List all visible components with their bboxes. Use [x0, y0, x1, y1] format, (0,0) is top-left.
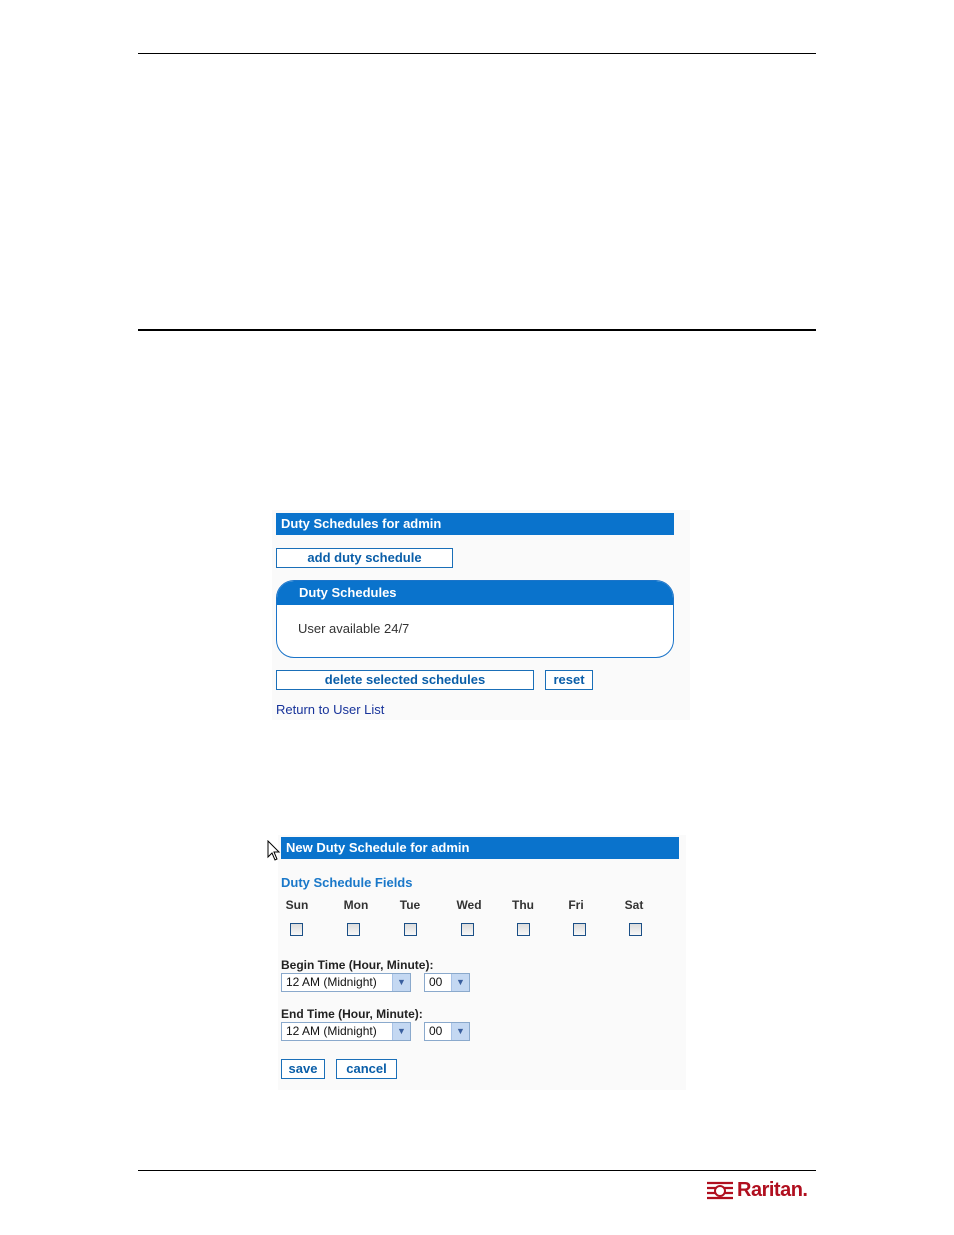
raritan-logo [706, 1179, 807, 1202]
footer-rule [138, 1170, 816, 1171]
new-duty-schedule-screenshot [278, 835, 686, 1090]
schedule-entry-text: User available 24/7 [298, 621, 410, 636]
reset-button[interactable]: reset [545, 670, 593, 690]
duty-schedules-title-bar: Duty Schedules for admin [276, 513, 674, 535]
thu-checkbox[interactable] [517, 923, 530, 936]
chevron-down-icon: ▼ [392, 974, 410, 991]
add-duty-schedule-button[interactable]: add duty schedule [276, 548, 453, 568]
wed-checkbox[interactable] [461, 923, 474, 936]
day-label-thu: Thu [512, 898, 534, 912]
chevron-down-icon: ▼ [392, 1023, 410, 1040]
day-label-tue: Tue [399, 898, 421, 912]
end-hour-value: 12 AM (Midnight) [286, 1024, 377, 1038]
section-rule [138, 329, 816, 331]
sun-checkbox[interactable] [290, 923, 303, 936]
duty-schedules-group [276, 580, 674, 658]
sat-checkbox[interactable] [629, 923, 642, 936]
day-label-wed: Wed [456, 898, 482, 912]
raritan-logo-text: Raritan. [737, 1179, 808, 1201]
chevron-down-icon: ▼ [451, 1023, 469, 1040]
end-hour-select[interactable] [281, 1022, 411, 1041]
day-label-fri: Fri [568, 898, 584, 912]
delete-selected-schedules-button[interactable]: delete selected schedules [276, 670, 534, 690]
mon-checkbox[interactable] [347, 923, 360, 936]
fri-checkbox[interactable] [573, 923, 586, 936]
begin-minute-value: 00 [429, 975, 443, 989]
mouse-pointer-icon [267, 840, 281, 862]
day-label-sun: Sun [285, 898, 309, 912]
begin-hour-value: 12 AM (Midnight) [286, 975, 377, 989]
end-time-label: End Time (Hour, Minute): [281, 1007, 423, 1021]
return-to-user-list-link[interactable]: Return to User List [276, 702, 385, 717]
begin-minute-select[interactable] [424, 973, 470, 992]
day-label-sat: Sat [624, 898, 644, 912]
duty-schedules-screenshot [272, 510, 690, 720]
end-minute-value: 00 [429, 1024, 443, 1038]
raritan-emblem-icon [706, 1180, 734, 1202]
day-label-mon: Mon [343, 898, 369, 912]
chevron-down-icon: ▼ [451, 974, 469, 991]
cancel-button[interactable]: cancel [336, 1059, 397, 1079]
begin-hour-select[interactable] [281, 973, 411, 992]
end-minute-select[interactable] [424, 1022, 470, 1041]
tue-checkbox[interactable] [404, 923, 417, 936]
begin-time-label: Begin Time (Hour, Minute): [281, 958, 434, 972]
header-rule [138, 53, 816, 54]
save-button[interactable]: save [281, 1059, 325, 1079]
duty-schedule-fields-heading: Duty Schedule Fields [281, 875, 413, 890]
new-duty-schedule-title-bar: New Duty Schedule for admin [281, 837, 679, 859]
duty-schedules-group-header: Duty Schedules [277, 581, 673, 605]
